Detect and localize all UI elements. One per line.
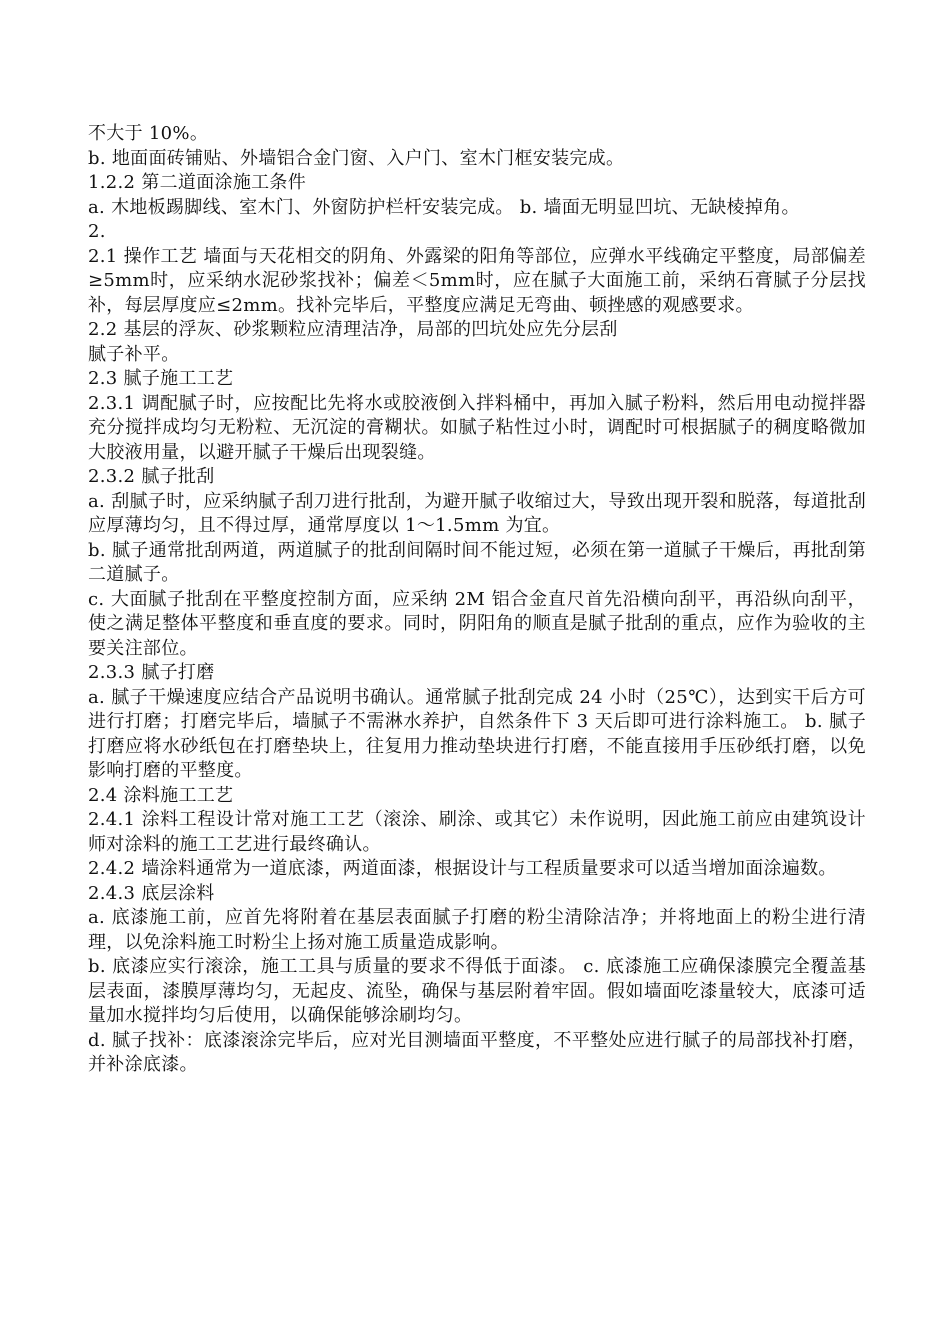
section-heading: 2.4.3 底层涂料	[88, 882, 215, 904]
paragraph: 2.4.1 涂料工程设计常对施工工艺（滚涂、刷涂、或其它）未作说明，因此施工前应由建筑设计师对涂料的施工工艺进行最终确认。	[88, 809, 866, 855]
section-heading: 2.3.2 腻子批刮	[88, 466, 215, 487]
paragraph: 2.2 基层的浮灰、砂浆颗粒应清理洁净，局部的凹坑处应先分层刮	[88, 319, 618, 340]
section-heading: 2.3 腻子施工工艺	[88, 368, 234, 389]
section-heading: 2.3.3 腻子打磨	[88, 662, 215, 683]
paragraph: b. 地面面砖铺贴、外墙铝合金门窗、入户门、室木门框安装完成。	[88, 147, 625, 169]
paragraph: 2.4.2 墙涂料通常为一道底漆，两道面漆，根据设计与工程质量要求可以适当增加面涂遍数。	[88, 858, 837, 879]
paragraph: a. 腻子干燥速度应结合产品说明书确认。通常腻子批刮完成 24 小时（25℃），达到实干后方可进行打磨；打磨完毕后，墙腻子不需淋水养护，自然条件下 3 天后即可进行涂料施工。 b. 腻子打磨应将水砂纸包在打磨垫块上，往复用力推动垫块进行打磨，不能直接用手压砂纸打磨，以免影响打磨的平整度。	[88, 686, 866, 781]
document-body	[88, 122, 866, 1078]
paragraph: b. 腻子通常批刮两道，两道腻子的批刮间隔时间不能过短，必须在第一道腻子干燥后，再批刮第二道腻子。	[88, 539, 866, 585]
paragraph: a. 底漆施工前，应首先将附着在基层表面腻子打磨的粉尘清除洁净；并将地面上的粉尘进行清理，以免涂料施工时粉尘上扬对施工质量造成影响。	[88, 907, 866, 953]
paragraph: a. 木地板踢脚线、室木门、外窗防护栏杆安装完成。 b. 墙面无明显凹坑、无缺棱掉角。	[88, 196, 800, 218]
paragraph: b. 底漆应实行滚涂，施工工具与质量的要求不得低于面漆。 c. 底漆施工应确保漆膜完全覆盖基层表面，漆膜厚薄均匀，无起皮、流坠，确保与基层附着牢固。假如墙面吃漆量较大，底漆可适量加水搅拌均匀后使用，以确保能够涂刷均匀。	[88, 956, 866, 1026]
section-heading: 1.2.2 第二道面涂施工条件	[88, 172, 307, 193]
paragraph: c. 大面腻子批刮在平整度控制方面，应采纳 2M 铝合金直尺首先沿横向刮平，再沿纵向刮平，使之满足整体平整度和垂直度的要求。同时，阴阳角的顺直是腻子批刮的重点，应作为验收的主要关注部位。	[88, 588, 866, 659]
paragraph: a. 刮腻子时，应采纳腻子刮刀进行批刮，为避开腻子收缩过大，导致出现开裂和脱落，每道批刮应厚薄均匀，且不得过厚，通常厚度以 1～1.5mm 为宜。	[88, 490, 866, 536]
paragraph: 2.3.1 调配腻子时，应按配比先将水或胶液倒入拌料桶中，再加入腻子粉料，然后用电动搅拌器充分搅拌成均匀无粉粒、无沉淀的膏糊状。如腻子粘性过小时，调配时可根据腻子的稠度略微加大胶液用量，以避开腻子干燥后出现裂缝。	[88, 392, 866, 463]
paragraph: 腻子补平。	[88, 343, 180, 365]
paragraph: 2.1 操作工艺 墙面与天花相交的阴角、外露梁的阳角等部位，应弹水平线确定平整度，局部偏差≥5mm时，应采纳水泥砂浆找补；偏差＜5mm时，应在腻子大面施工前，采纳石膏腻子分层找补，每层厚度应≤2mm。找补完毕后，平整度应满足无弯曲、顿挫感的观感要求。	[88, 245, 866, 316]
paragraph: 不大于 10%。	[88, 123, 209, 144]
section-heading: 2.	[88, 221, 106, 242]
paragraph: d. 腻子找补：底漆滚涂完毕后，应对光目测墙面平整度，不平整处应进行腻子的局部找补打磨，并补涂底漆。	[88, 1029, 866, 1075]
section-heading: 2.4 涂料施工工艺	[88, 784, 234, 806]
